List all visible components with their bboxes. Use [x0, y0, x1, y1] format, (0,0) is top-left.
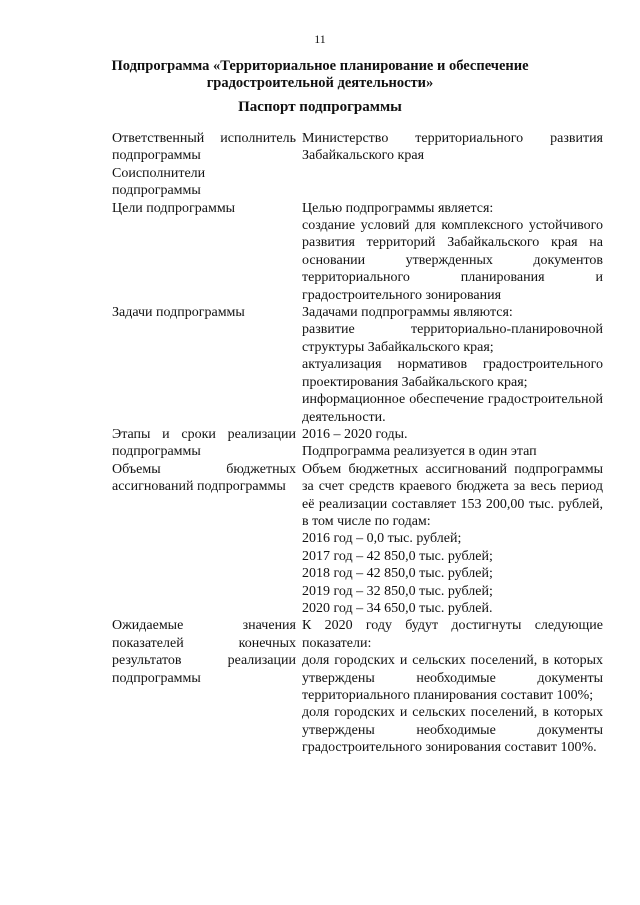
value-line: 2020 год – 34 650,0 тыс. рублей. [302, 600, 493, 616]
row-value-goals [302, 200, 603, 304]
passport-table [112, 130, 603, 757]
row-value-results [302, 617, 603, 756]
table-row [112, 617, 603, 756]
row-value-coexecutors [302, 165, 603, 200]
value-line: Забайкальского края [302, 148, 425, 164]
value-line: Целью подпрограммы является: [302, 200, 494, 216]
value-line: Министерство территориального развития [302, 131, 603, 146]
row-value-stages [302, 426, 603, 461]
row-value-budget [302, 461, 603, 618]
value-line: 2016 – 2020 годы. [302, 426, 408, 442]
subprogram-title [90, 58, 550, 92]
value-paragraph: актуализация нормативов градостроительного проектирования Забайкальского края; [302, 357, 603, 390]
value-line: Подпрограмма реализуется в один этап [302, 444, 537, 460]
table-row [112, 165, 603, 200]
value-paragraph: Объем бюджетных ассигнований подпрограммы за счет средств краевого бюджета за весь период её реализации составляет 153 200,00 тыс. рублей, в том числе по годам: [302, 461, 603, 529]
row-label-tasks: Задачи подпрограммы [112, 305, 245, 321]
table-row [112, 461, 603, 618]
subprogram-title-line-1: Подпрограмма «Территориальное планирование и обеспечение [111, 58, 529, 74]
table-row [112, 426, 603, 461]
row-label-stages: Этапы и сроки реализации подпрограммы [112, 426, 296, 460]
value-paragraph: создание условий для комплексного устойчивого развития территорий Забайкальского края на основании утвержденных документов территориального планирования и градостроительного зонирования [302, 218, 603, 303]
row-label-goals: Цели подпрограммы [112, 200, 236, 216]
value-paragraph: развитие территориально-планировочной структуры Забайкальского края; [302, 322, 603, 355]
row-value-responsible [302, 130, 603, 165]
value-line: 2018 год – 42 850,0 тыс. рублей; [302, 566, 493, 582]
table-row [112, 304, 603, 426]
row-label-coexecutors: Соисполнители подпрограммы [112, 165, 206, 199]
value-line: 2017 год – 42 850,0 тыс. рублей; [302, 548, 493, 564]
table-row [112, 130, 603, 165]
subprogram-title-line-2: градостроительной деятельности» [206, 75, 434, 91]
row-label-results: Ожидаемые значения показателей конечных результатов реализации подпрограммы [112, 618, 296, 686]
row-label-responsible: Ответственный исполнитель подпрограммы [112, 131, 296, 164]
value-paragraph: доля городских и сельских поселений, в которых утверждены необходимые документы градостроительного зонирования составит 100%. [302, 705, 603, 756]
row-label-budget: Объемы бюджетных ассигнований подпрограммы [112, 461, 296, 495]
value-line: 2019 год – 32 850,0 тыс. рублей; [302, 583, 493, 599]
value-paragraph: доля городских и сельских поселений, в которых утверждены необходимые документы территориального планирования составит 100%; [302, 653, 603, 703]
page-number: 11 [314, 32, 326, 46]
value-line: Задачами подпрограммы являются: [302, 305, 513, 321]
value-paragraph: информационное обеспечение градостроительной деятельности. [302, 392, 603, 425]
value-line: 2016 год – 0,0 тыс. рублей; [302, 531, 462, 547]
row-value-tasks [302, 304, 603, 426]
value-paragraph: К 2020 году будут достигнуты следующие показатели: [302, 618, 603, 651]
table-row [112, 200, 603, 304]
passport-title: Паспорт подпрограммы [238, 99, 402, 115]
